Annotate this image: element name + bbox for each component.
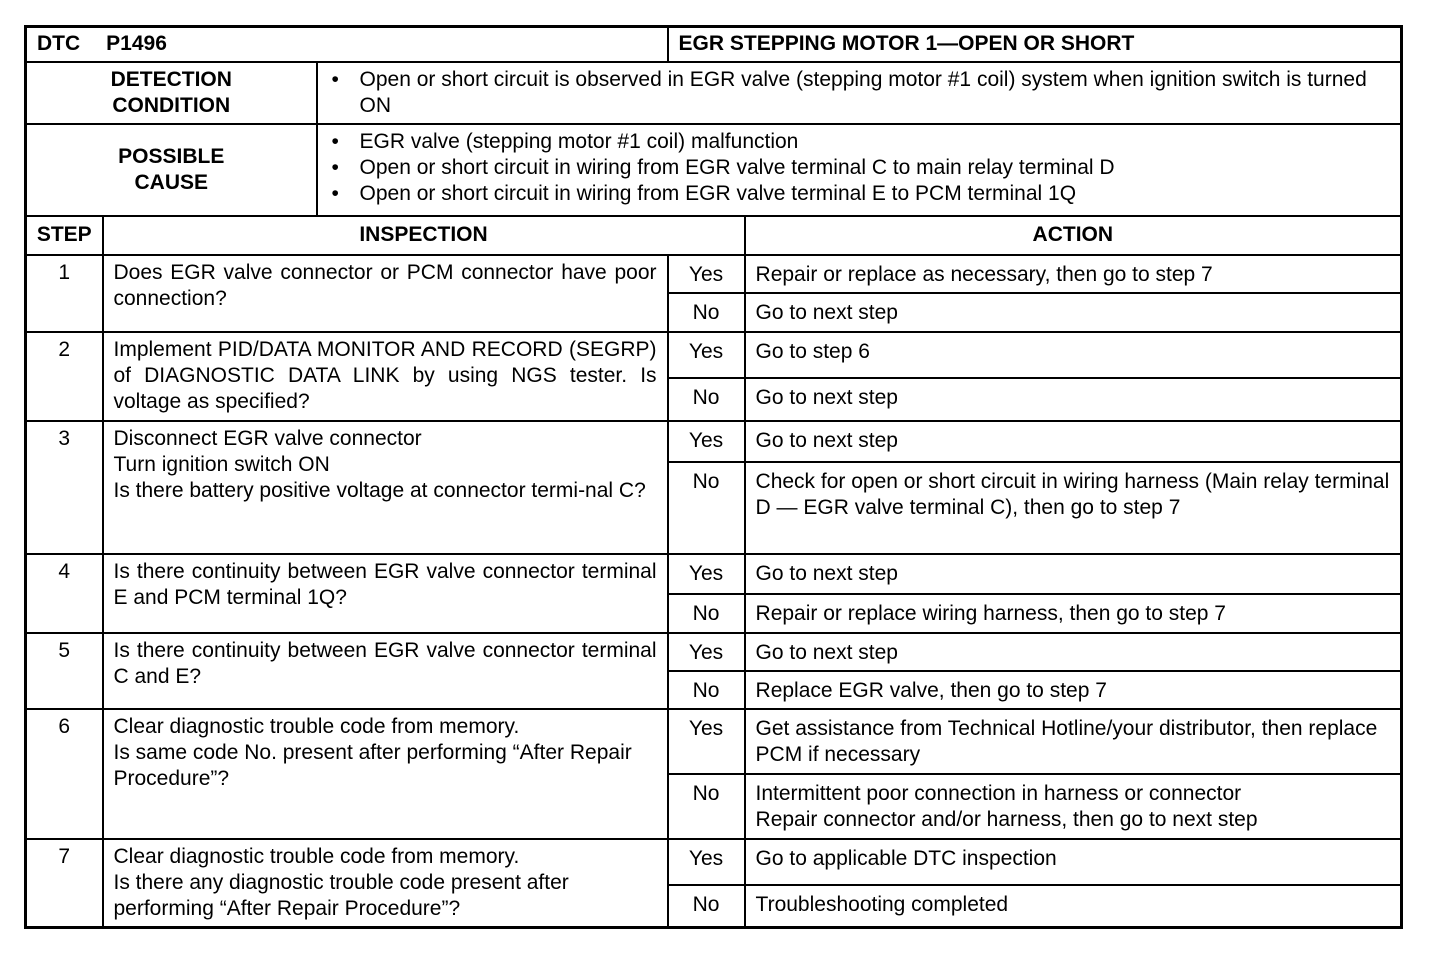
no-action	[745, 293, 1402, 332]
yes-label: Yes	[668, 709, 745, 774]
step-inspection	[103, 709, 668, 839]
detection-label-line1: DETECTION	[110, 67, 232, 91]
no-action	[745, 774, 1402, 839]
step-number: 3	[26, 421, 103, 554]
action-text: Go to next step	[755, 428, 898, 452]
step-row	[26, 255, 1402, 293]
bullet-item: • EGR valve (stepping motor #1 coil) malfunction	[332, 129, 1391, 155]
dtc-troubleshooting-sheet	[24, 25, 1400, 929]
no-action	[745, 378, 1402, 421]
step-number: 7	[26, 839, 103, 928]
action-text: Check for open or short circuit in wiring harness (Main relay terminal D — EGR valve terminal C), then go to step 7	[755, 469, 1390, 519]
step-inspection	[103, 839, 668, 928]
step-number: 4	[26, 554, 103, 633]
no-action	[745, 885, 1402, 927]
no-label: No	[668, 774, 745, 839]
step-inspection	[103, 633, 668, 709]
inspection-text: Is there continuity between EGR valve connector terminal E and PCM terminal 1Q?	[113, 559, 657, 609]
bullet-item: • Open or short circuit in wiring from EGR valve terminal C to main relay terminal D	[332, 155, 1391, 181]
dtc-label: DTC	[37, 32, 81, 56]
no-label: No	[668, 462, 745, 554]
step-row	[26, 709, 1402, 774]
detection-label-line2: CONDITION	[112, 93, 231, 117]
action-text: Repair or replace as necessary, then go to step 7	[755, 262, 1213, 286]
possible-cause-label-line2: CAUSE	[134, 170, 208, 194]
step-inspection	[103, 421, 668, 554]
action-text: Go to next step	[755, 385, 898, 409]
detection-label	[26, 62, 317, 124]
action-text: Go to next step	[755, 561, 898, 585]
action-text: Get assistance from Technical Hotline/your distributor, then replace PCM if necessary	[755, 716, 1378, 766]
inspection-text: Disconnect EGR valve connector	[113, 426, 422, 450]
step-row	[26, 554, 1402, 594]
step-inspection	[103, 554, 668, 633]
action-text: Go to next step	[755, 640, 898, 664]
step-column-header: STEP	[26, 216, 103, 255]
action-text: Go to applicable DTC inspection	[755, 846, 1057, 870]
step-inspection	[103, 255, 668, 332]
inspection-text: Clear diagnostic trouble code from memory.	[113, 714, 520, 738]
yes-action	[745, 255, 1402, 293]
yes-action	[745, 633, 1402, 671]
step-number: 5	[26, 633, 103, 709]
yes-action	[745, 421, 1402, 462]
dtc-code-cell	[26, 27, 668, 62]
yes-label: Yes	[668, 554, 745, 594]
action-text: Troubleshooting completed	[755, 892, 1009, 916]
no-label: No	[668, 885, 745, 927]
inspection-text: Turn ignition switch ON	[113, 452, 330, 476]
action-text: Repair connector and/or harness, then go to next step	[755, 807, 1258, 831]
action-text: Go to step 6	[755, 339, 870, 363]
step-inspection	[103, 332, 668, 421]
column-header-row	[26, 216, 1402, 255]
no-label: No	[668, 378, 745, 421]
no-action	[745, 671, 1402, 709]
action-text: Replace EGR valve, then go to step 7	[755, 678, 1107, 702]
yes-action	[745, 554, 1402, 594]
bullet-item: • Open or short circuit in wiring from EGR valve terminal E to PCM terminal 1Q	[332, 181, 1391, 207]
action-column-header: ACTION	[745, 216, 1402, 255]
no-label: No	[668, 594, 745, 633]
yes-action	[745, 332, 1402, 378]
detection-list	[318, 63, 1401, 123]
inspection-text: Clear diagnostic trouble code from memory.	[113, 844, 520, 868]
inspection-text: Is same code No. present after performing “After Repair Procedure”?	[113, 740, 632, 790]
yes-label: Yes	[668, 633, 745, 671]
yes-label: Yes	[668, 255, 745, 293]
possible-cause-label	[26, 124, 317, 216]
inspection-column-header: INSPECTION	[103, 216, 745, 255]
yes-action	[745, 839, 1402, 885]
dtc-title: EGR STEPPING MOTOR 1—OPEN OR SHORT	[668, 27, 1402, 62]
action-text: Repair or replace wiring harness, then go to step 7	[755, 601, 1226, 625]
possible-cause	[317, 124, 1402, 216]
yes-label: Yes	[668, 332, 745, 378]
header-row	[26, 27, 1402, 62]
possible-cause-label-line1: POSSIBLE	[118, 144, 225, 168]
detection-row	[26, 62, 1402, 124]
dtc-table	[24, 25, 1403, 929]
inspection-text: Is there continuity between EGR valve connector terminal C and E?	[113, 638, 657, 688]
inspection-text: Is there battery positive voltage at connector termi-nal C?	[113, 478, 646, 502]
detection-condition	[317, 62, 1402, 124]
no-label: No	[668, 671, 745, 709]
step-row	[26, 421, 1402, 462]
inspection-text: Is there any diagnostic trouble code present after performing “After Repair Procedure”?	[113, 870, 569, 920]
yes-label: Yes	[668, 421, 745, 462]
step-row	[26, 332, 1402, 378]
possible-cause-list	[318, 125, 1401, 211]
action-text: Intermittent poor connection in harness or connector	[755, 781, 1242, 805]
action-text: Go to next step	[755, 300, 898, 324]
inspection-text: Does EGR valve connector or PCM connector have poor connection?	[113, 260, 657, 310]
no-label: No	[668, 293, 745, 332]
yes-label: Yes	[668, 839, 745, 885]
dtc-code: P1496	[106, 32, 167, 56]
inspection-text: Implement PID/DATA MONITOR AND RECORD (SEGRP) of DIAGNOSTIC DATA LINK by using NGS tester. Is voltage as specified?	[113, 337, 657, 413]
possible-cause-row	[26, 124, 1402, 216]
no-action	[745, 462, 1402, 554]
step-number: 1	[26, 255, 103, 332]
step-row	[26, 633, 1402, 671]
step-number: 2	[26, 332, 103, 421]
step-row	[26, 839, 1402, 885]
no-action	[745, 594, 1402, 633]
step-number: 6	[26, 709, 103, 839]
bullet-item: • Open or short circuit is observed in EGR valve (stepping motor #1 coil) system when ignition switch is turned ON	[332, 67, 1391, 119]
yes-action	[745, 709, 1402, 774]
